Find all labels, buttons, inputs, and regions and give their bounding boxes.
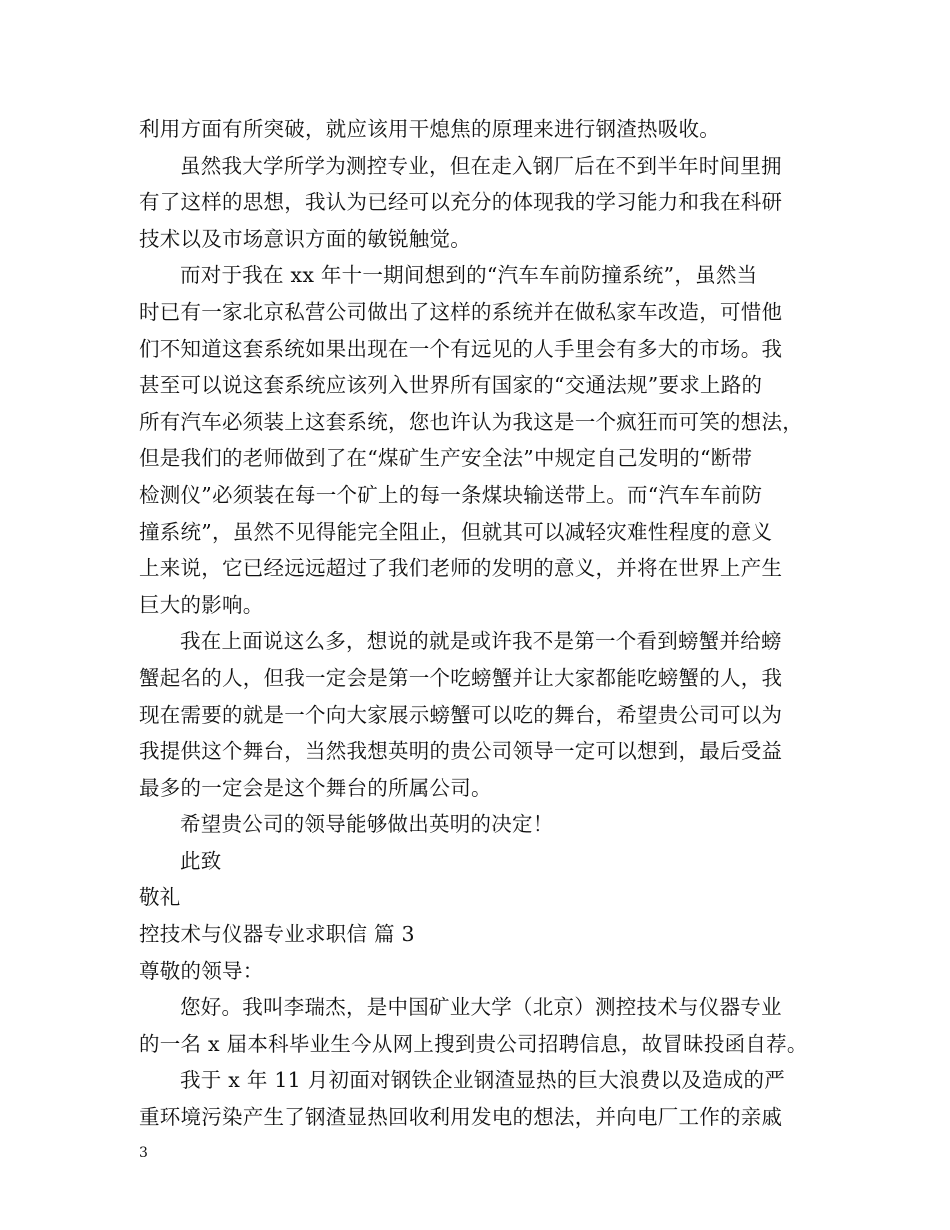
text-line: 有了这样的思想，我认为已经可以充分的体现我的学习能力和我在科研 <box>139 190 783 215</box>
text-line: 上来说，它已经远远超过了我们老师的发明的意义，并将在世界上产生 <box>139 556 783 581</box>
text-line: 最多的一定会是这个舞台的所属公司。 <box>139 775 492 800</box>
text-line: 的一名 x 届本科毕业生今从网上搜到贵公司招聘信息，故冒昧投函自荐。 <box>139 1031 808 1056</box>
text-line: 尊敬的领导： <box>139 958 264 983</box>
page-number: 3 <box>139 1145 148 1161</box>
text-line: 甚至可以说这套系统应该列入世界所有国家的“交通法规”要求上路的 <box>139 373 763 398</box>
text-line: 希望贵公司的领导能够做出英明的决定！ <box>180 812 554 837</box>
text-line: 撞系统”，虽然不见得能完全阻止，但就其可以减轻灾难性程度的意义 <box>139 519 773 544</box>
text-line: 现在需要的就是一个向大家展示螃蟹可以吃的舞台，希望贵公司可以为 <box>139 702 783 727</box>
text-line: 所有汽车必须装上这套系统，您也许认为我这是一个疯狂而可笑的想法， <box>139 409 803 434</box>
letter-body <box>139 111 819 1136</box>
text-line: 但是我们的老师做到了在“煤矿生产安全法”中规定自己发明的“断带 <box>139 446 753 471</box>
text-line: 们不知道这套系统如果出现在一个有远见的人手里会有多大的市场。我 <box>139 336 783 361</box>
text-line: 时已有一家北京私营公司做出了这样的系统并在做私家车改造，可惜他 <box>139 299 783 324</box>
text-line: 此致 <box>180 848 222 873</box>
text-line: 虽然我大学所学为测控专业，但在走入钢厂后在不到半年时间里拥 <box>180 153 782 178</box>
text-line: 技术以及市场意识方面的敏锐触觉。 <box>139 226 471 251</box>
text-line: 巨大的影响。 <box>139 592 264 617</box>
text-line: 检测仪”必须装在每一个矿上的每一条煤块输送带上。而“汽车车前防 <box>139 482 763 507</box>
text-line: 重环境污染产生了钢渣显热回收利用发电的想法，并向电厂工作的亲戚 <box>139 1105 783 1130</box>
text-line: 利用方面有所突破，就应该用干熄焦的原理来进行钢渣热吸收。 <box>139 117 720 141</box>
text-line: 蟹起名的人，但我一定会是第一个吃螃蟹并让大家都能吃螃蟹的人，我 <box>139 665 783 690</box>
text-line: 您好。我叫李瑞杰，是中国矿业大学（北京）测控技术与仪器专业 <box>180 995 782 1020</box>
text-line: 我在上面说这么多，想说的就是或许我不是第一个看到螃蟹并给螃 <box>180 629 782 654</box>
text-line: 我提供这个舞台，当然我想英明的贵公司领导一定可以想到，最后受益 <box>139 739 783 764</box>
text-line: 而对于我在 xx 年十一期间想到的“汽车车前防撞系统”，虽然当 <box>180 263 758 288</box>
text-line: 敬礼 <box>139 885 181 910</box>
text-line: 控技术与仪器专业求职信 篇 3 <box>139 922 415 947</box>
text-line: 我于 x 年 11 月初面对钢铁企业钢渣显热的巨大浪费以及造成的严 <box>180 1068 785 1093</box>
